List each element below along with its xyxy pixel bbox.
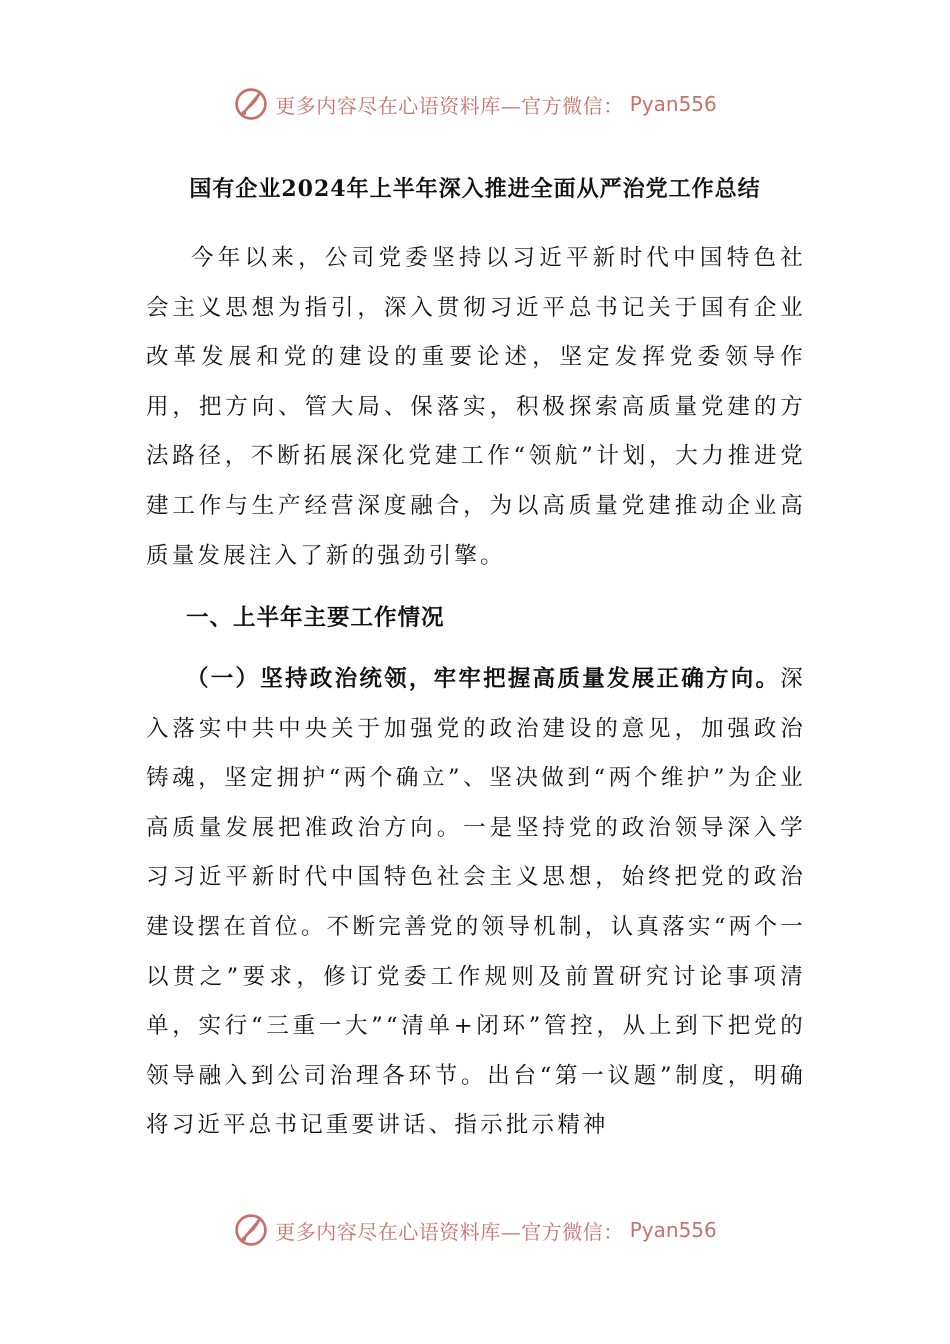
watermark-text: 更多内容尽在心语资料库—官方微信： bbox=[275, 1219, 624, 1244]
quill-logo-icon bbox=[233, 86, 269, 122]
watermark-text: 更多内容尽在心语资料库—官方微信： bbox=[275, 93, 624, 118]
subsection-body: 深入落实中共中央关于加强党的政治建设的意见，加强政治铸魂，坚定拥护“两个确立”、坚决做到“两个维护”为企业高质量发展把准政治方向。一是坚持党的政治领导深入学习习近平新时代中国特色社会主义思想，始终把党的政治建设摆在首位。不断完善党的领导机制，认真落实“两个一以贯之”要求，修订党委工作规则及前置研究讨论事项清单，实行“三重一大”“清单+闭环”管控，从上到下把党的领导融入到公司治理各环节。出台“第一议题”制度，明确将习近平总书记重要讲话、指示批示精神 bbox=[146, 666, 806, 1139]
watermark-wechat-id: Pyan556 bbox=[629, 1218, 717, 1242]
subsection-heading: （一）坚持政治统领，牢牢把握高质量发展正确方向。 bbox=[186, 666, 781, 692]
header-watermark bbox=[0, 86, 950, 122]
footer-watermark bbox=[0, 1212, 950, 1248]
document-title: 国有企业2024年上半年深入推进全面从严治党工作总结 bbox=[189, 176, 761, 202]
watermark-wechat-id: Pyan556 bbox=[629, 92, 717, 116]
section-heading: 一、上半年主要工作情况 bbox=[186, 605, 445, 631]
subsection-paragraph bbox=[146, 655, 806, 1151]
quill-logo-icon bbox=[233, 1212, 269, 1248]
intro-paragraph: 今年以来，公司党委坚持以习近平新时代中国特色社会主义思想为指引，深入贯彻习近平总书记关于国有企业改革发展和党的建设的重要论述，坚定发挥党委领导作用，把方向、管大局、保落实，积极探索高质量党建的方法路径，不断拓展深化党建工作“领航”计划，大力推进党建工作与生产经营深度融合，为以高质量党建推动企业高质量发展注入了新的强劲引擎。 bbox=[146, 245, 806, 569]
